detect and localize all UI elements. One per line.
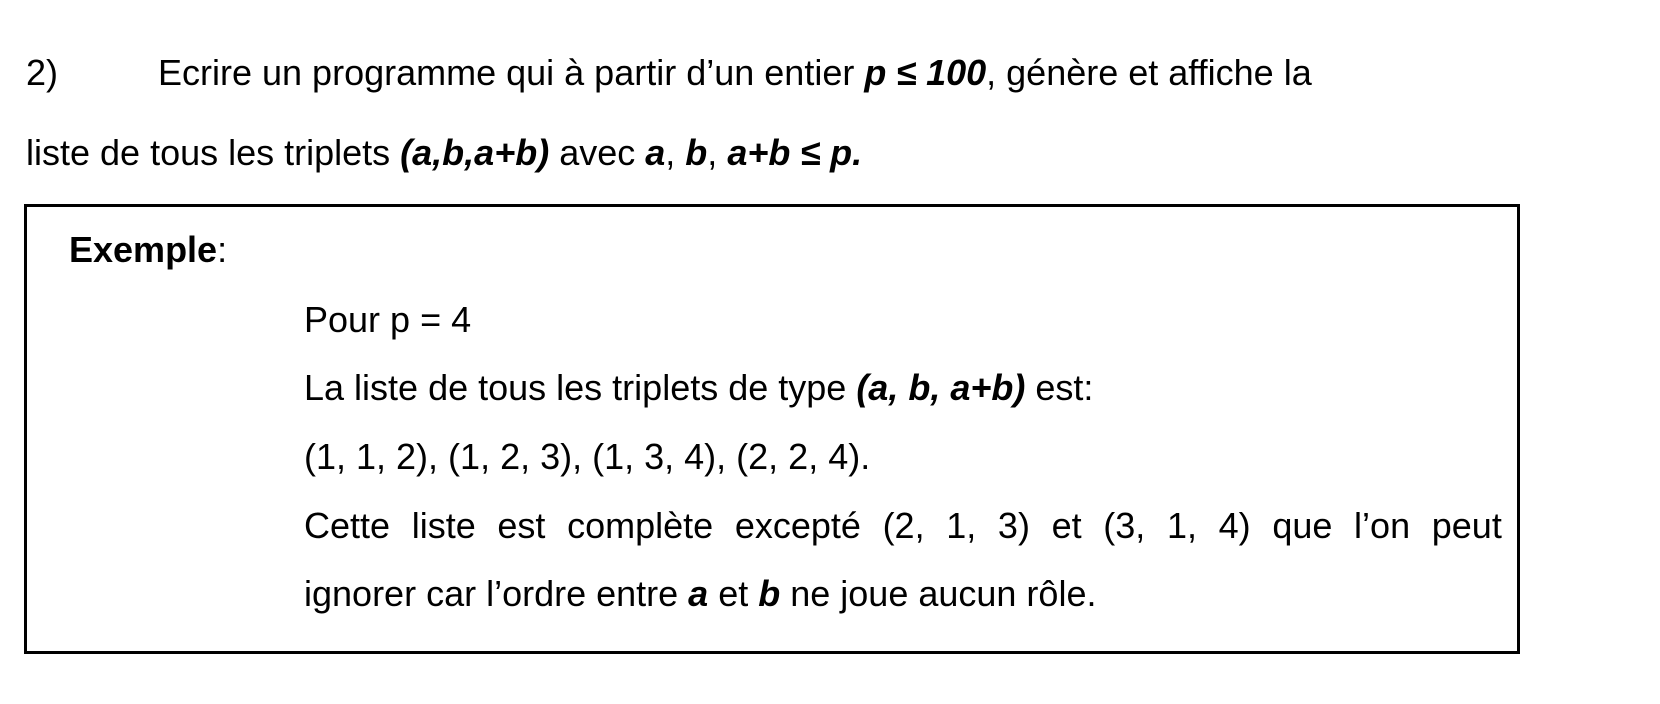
word: l’on [1354, 505, 1411, 546]
question-var-a: a [645, 132, 666, 173]
question-text-1-end: , génère et affiche la [986, 52, 1312, 93]
question-comma-1: , [665, 132, 686, 173]
question-triplet: (a,b,a+b) [400, 132, 550, 173]
word: 1, [946, 505, 977, 546]
word: peut [1431, 505, 1502, 546]
question-number: 2) [26, 52, 59, 93]
example-title-colon: : [217, 229, 228, 270]
question-math-condition: p ≤ 100 [864, 52, 987, 93]
example-line-1: Pour p = 4 [304, 299, 472, 340]
word: liste [411, 505, 476, 546]
example-line-2-end: est: [1025, 367, 1094, 408]
word: 1, [1166, 505, 1197, 546]
example-line-2 [304, 367, 1093, 409]
example-var-b: b [758, 573, 781, 614]
example-var-a: a [688, 573, 709, 614]
example-title-word: Exemple [69, 229, 218, 270]
question-line-2 [26, 132, 862, 174]
example-triplet: (a, b, a+b) [856, 367, 1026, 408]
question-line-1 [26, 52, 1526, 94]
question-text-1: Ecrire un programme qui à partir d’un entier [158, 52, 865, 93]
example-line-3-triplets: (1, 1, 2), (1, 2, 3), (1, 3, 4), (2, 2, 4). [304, 436, 871, 477]
question-comma-2: , [707, 132, 728, 173]
example-line-4 [304, 505, 1502, 547]
word: 4) [1218, 505, 1251, 546]
example-line-5-end: ne joue aucun rôle. [780, 573, 1097, 614]
example-line-2-text: La liste de tous les triplets de type [304, 367, 857, 408]
word: que [1272, 505, 1333, 546]
word: complète [567, 505, 714, 546]
word: Cette [304, 505, 391, 546]
question-avec: avec [549, 132, 646, 173]
question-var-b: b [685, 132, 708, 173]
example-title [69, 229, 227, 271]
question-text-2: liste de tous les triplets [26, 132, 401, 173]
question-sum-condition: a+b ≤ p. [727, 132, 863, 173]
word: excepté [734, 505, 861, 546]
example-box [24, 204, 1520, 654]
word: (2, [882, 505, 925, 546]
example-line-5-text: ignorer car l’ordre entre [304, 573, 689, 614]
word: 3) [997, 505, 1030, 546]
word: (3, [1103, 505, 1146, 546]
word: est [497, 505, 546, 546]
word: et [1051, 505, 1082, 546]
example-et: et [708, 573, 759, 614]
example-line-5 [304, 573, 1096, 615]
